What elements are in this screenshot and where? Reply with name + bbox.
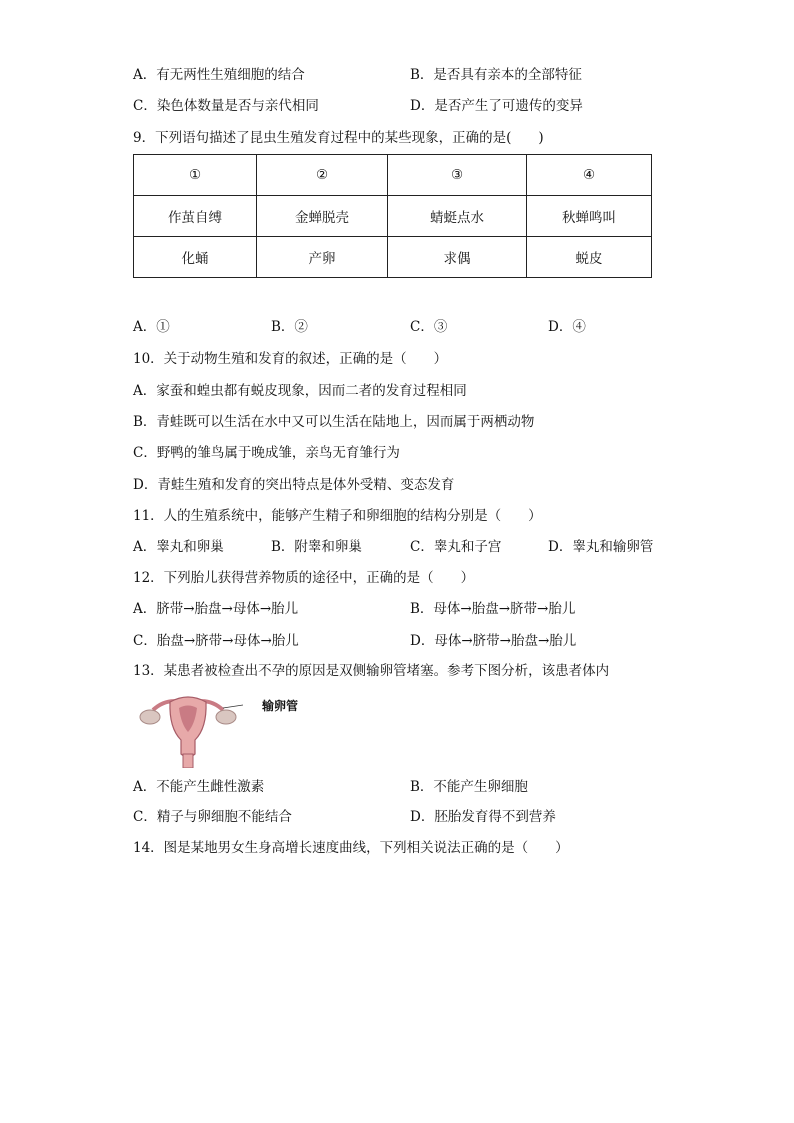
q9-option-b: B．② (271, 319, 308, 335)
right-ovary (216, 710, 236, 724)
table-header-row (134, 155, 652, 196)
table-cell: ④ (527, 155, 652, 196)
q10-option-a: A．家蚕和蝗虫都有蜕皮现象，因而二者的发育过程相同 (133, 383, 467, 399)
table-cell: 产卵 (257, 237, 388, 278)
table-cell: 作茧自缚 (134, 196, 257, 237)
table-cell: ② (257, 155, 388, 196)
q13-option-d: D．胚胎发育得不到营养 (410, 809, 556, 825)
q9-option-d: D．④ (548, 319, 586, 335)
q13-option-b: B．不能产生卵细胞 (410, 779, 528, 795)
q8-option-b: B．是否具有亲本的全部特征 (410, 67, 582, 83)
left-ovary (140, 710, 160, 724)
q9-option-a: A．① (133, 319, 170, 335)
vagina (183, 754, 193, 768)
table-cell: 求偶 (388, 237, 527, 278)
q13-option-a: A．不能产生雌性激素 (133, 779, 265, 795)
q12-option-a: A．脐带→胎盘→母体→胎儿 (133, 601, 299, 617)
q11-option-d: D．睾丸和输卵管 (548, 539, 654, 555)
q11-option-a: A．睾丸和卵巢 (133, 539, 224, 555)
q14-stem: 14．图是某地男女生身高增长速度曲线，下列相关说法正确的是（ ） (133, 840, 569, 856)
q13-option-c: C．精子与卵细胞不能结合 (133, 809, 292, 825)
q10-stem: 10．关于动物生殖和发育的叙述，正确的是（ ） (133, 351, 448, 367)
q12-option-d: D．母体→脐带→胎盘→胎儿 (410, 633, 577, 649)
label-leader-line (223, 705, 243, 708)
q9-stem: 9．下列语句描述了昆虫生殖发育过程中的某些现象，正确的是( ) (133, 130, 544, 146)
figure-label: 输卵管 (262, 699, 299, 713)
q9-option-c: C．③ (410, 319, 448, 335)
q9-table (133, 154, 652, 278)
q8-option-d: D．是否产生了可遗传的变异 (410, 98, 583, 114)
table-cell: ③ (388, 155, 527, 196)
q12-stem: 12．下列胎儿获得营养物质的途径中，正确的是（ ） (133, 570, 475, 586)
q10-option-d: D．青蛙生殖和发育的突出特点是体外受精、变态发育 (133, 477, 455, 493)
uterus-diagram (133, 688, 243, 768)
q10-option-b: B．青蛙既可以生活在水中又可以生活在陆地上，因而属于两栖动物 (133, 414, 535, 430)
table-cell: 蜻蜓点水 (388, 196, 527, 237)
table-cell: 蜕皮 (527, 237, 652, 278)
q8-option-c: C．染色体数量是否与亲代相同 (133, 98, 319, 114)
q8-option-a: A．有无两性生殖细胞的结合 (133, 67, 305, 83)
table-row (134, 196, 652, 237)
table-cell: 秋蝉鸣叫 (527, 196, 652, 237)
table-cell: 金蝉脱壳 (257, 196, 388, 237)
table-cell: ① (134, 155, 257, 196)
q12-option-c: C．胎盘→脐带→母体→胎儿 (133, 633, 299, 649)
q13-stem: 13．某患者被检查出不孕的原因是双侧输卵管堵塞。参考下图分析，该患者体内 (133, 663, 610, 679)
q11-option-b: B．附睾和卵巢 (271, 539, 362, 555)
q11-option-c: C．睾丸和子宫 (410, 539, 502, 555)
q11-stem: 11．人的生殖系统中，能够产生精子和卵细胞的结构分别是（ ） (133, 508, 542, 524)
table-row (134, 237, 652, 278)
table-cell: 化蛹 (134, 237, 257, 278)
q12-option-b: B．母体→胎盘→脐带→胎儿 (410, 601, 576, 617)
q10-option-c: C．野鸭的雏鸟属于晚成雏，亲鸟无育雏行为 (133, 445, 400, 461)
